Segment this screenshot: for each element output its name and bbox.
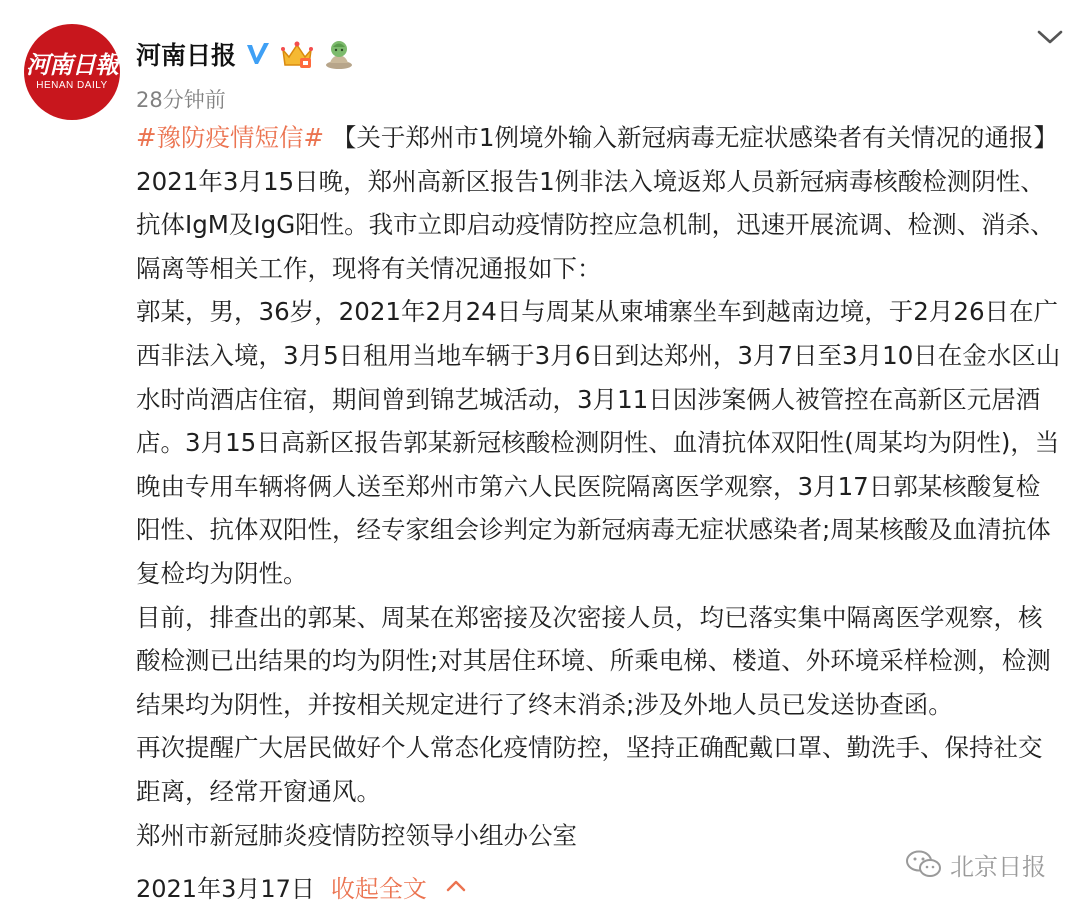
- post-paragraph: [136, 116, 1064, 290]
- avatar-logo-text: 河南日報: [26, 50, 118, 79]
- post-footer: [136, 866, 467, 906]
- post-paragraph: 郭某，男，36岁，2021年2月24日与周某从柬埔寨坐车到越南边境，于2月26日在广西非法入境，3月5日租用当地车辆于3月6日到达郑州，3月7日至3月10日在金水区山水时尚酒店住宿，期间曾到锦艺城活动，3月11日因涉案俩人被管控在高新区元居酒店。3月15日高新区报告郭某新冠核酸检测阴性、血清抗体双阳性(周某均为阴性)，当晚由专用车辆将俩人送至郑州市第六人民医院隔离医学观察，3月17日郭某核酸复检阳性、抗体双阳性，经专家组会诊判定为新冠病毒无症状感染者;周某核酸及血清抗体复检均为阴性。: [136, 297, 1061, 588]
- account-name[interactable]: 河南日报: [136, 41, 237, 70]
- post-time: 28分钟前: [136, 88, 226, 112]
- post-paragraph-text: 【关于郑州市1例境外输入新冠病毒无症状感染者有关情况的通报】2021年3月15日晚，郑州高新区报告1例非法入境返郑人员新冠病毒核酸检测阴性、抗体IgM及IgG阳性。我市立即启动疫情防控应急机制，迅速开展流调、检测、消杀、隔离等相关工作，现将有关情况通报如下：: [136, 123, 1058, 283]
- post-date: 2021年3月17日: [136, 874, 315, 903]
- post-content: [136, 116, 1064, 857]
- hashtag-link[interactable]: #豫防疫情短信#: [136, 123, 325, 152]
- chevron-down-icon[interactable]: [1036, 26, 1064, 48]
- watermark: [904, 846, 1046, 882]
- chevron-up-icon[interactable]: [445, 879, 467, 893]
- avatar-logo-subtext: HENAN DAILY: [36, 80, 108, 91]
- verified-icon: [244, 40, 272, 68]
- collapse-text-link[interactable]: 收起全文: [330, 874, 427, 903]
- post-signature: 郑州市新冠肺炎疫情防控领导小组办公室: [136, 820, 577, 850]
- post-paragraph: 再次提醒广大居民做好个人常态化疫情防控，坚持正确配戴口罩、勤洗手、保持社交距离，经常开窗通风。: [136, 733, 1043, 806]
- post-paragraph: 目前，排查出的郭某、周某在郑密接及次密接人员，均已落实集中隔离医学观察，核酸检测已出结果的均为阴性;对其居住环境、所乘电梯、楼道、外环境采样检测，检测结果均为阴性，并按相关规定进行了终末消杀;涉及外地人员已发送协查函。: [136, 602, 1051, 719]
- avatar[interactable]: [24, 24, 120, 120]
- account-name-row: [136, 34, 356, 74]
- watermark-text: 北京日报: [950, 852, 1046, 881]
- plant-icon[interactable]: [322, 38, 356, 70]
- crown-icon[interactable]: [280, 38, 314, 70]
- wechat-icon: [904, 848, 944, 880]
